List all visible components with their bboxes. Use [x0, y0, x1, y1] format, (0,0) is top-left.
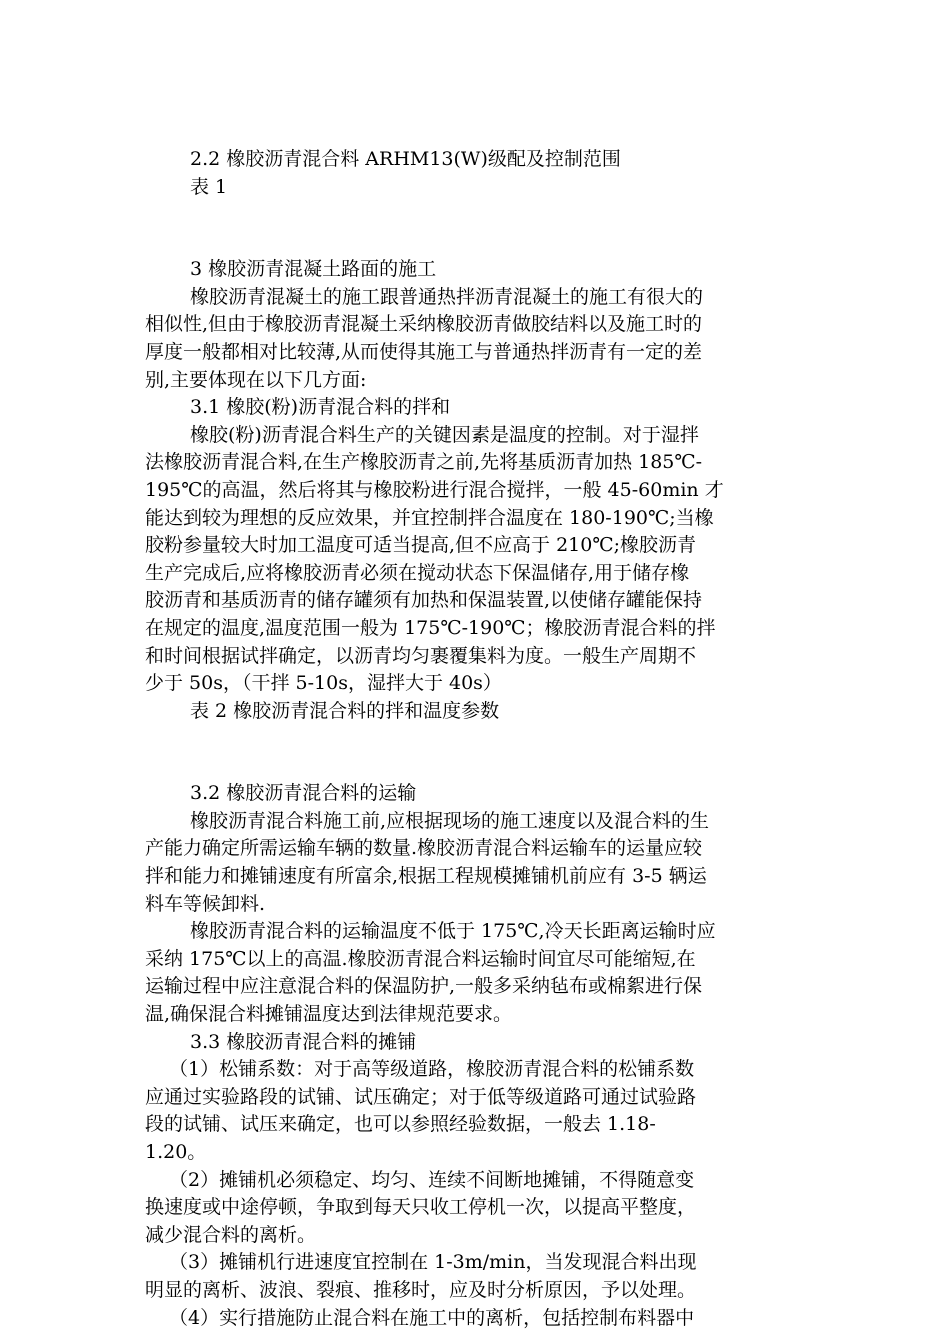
text-line: 产能力确定所需运输车辆的数量.橡胶沥青混合料运输车的运量应较 — [145, 837, 703, 860]
text-line: 胶沥青和基质沥青的储存罐须有加热和保温装置,以使储存罐能保持 — [145, 589, 703, 612]
text-line: 段的试铺、试压来确定，也可以参照经验数据，一般去 1.18- — [145, 1113, 656, 1136]
text-line: 1.20。 — [145, 1141, 207, 1163]
text-line: 在规定的温度,温度范围一般为 175℃-190℃；橡胶沥青混合料的拌 — [145, 616, 716, 639]
list-item-3 — [145, 1249, 809, 1304]
text-line: 法橡胶沥青混合料,在生产橡胶沥青之前,先将基质沥青加热 185℃- — [145, 451, 703, 474]
table-2-placeholder — [145, 725, 809, 780]
text-line: 橡胶沥青混合料的运输温度不低于 175℃,冷天长距离运输时应 — [190, 920, 716, 943]
text-line: 明显的离析、波浪、裂痕、推移时，应及时分析原因，予以处理。 — [145, 1278, 697, 1301]
text-line: （4）实行措施防止混合料在施工中的离析，包括控制布料器中 — [169, 1306, 695, 1329]
list-item-4 — [145, 1305, 809, 1333]
text-line: 应通过实验路段的试铺、试压确定；对于低等级道路可通过试验路 — [145, 1085, 697, 1108]
text-line: 橡胶沥青混合料施工前,应根据现场的施工速度以及混合料的生 — [190, 809, 710, 832]
paragraph-section-3-1 — [145, 422, 809, 698]
table-1-placeholder — [145, 201, 809, 256]
text-line: 换速度或中途停顿，争取到每天只收工停机一次，以提高平整度， — [145, 1196, 697, 1219]
section-heading-3-2: 3.2 橡胶沥青混合料的运输 — [190, 782, 417, 805]
paragraph-section-3 — [145, 284, 809, 394]
text-line: 温,确保混合料摊铺温度达到法律规范要求。 — [145, 1003, 513, 1026]
text-line: 橡胶沥青混凝土的施工跟普通热拌沥青混凝土的施工有很大的 — [190, 285, 704, 308]
text-line: 采纳 175℃以上的高温.橡胶沥青混合料运输时间宜尽可能缩短,在 — [145, 947, 696, 970]
section-heading-3-3: 3.3 橡胶沥青混合料的摊铺 — [190, 1030, 417, 1053]
text-line: （2）摊铺机必须稳定、均匀、连续不间断地摊铺，不得随意变 — [169, 1168, 695, 1191]
text-line: 别,主要体现在以下几方面: — [145, 368, 367, 391]
text-line: 相似性,但由于橡胶沥青混凝土采纳橡胶沥青做胶结料以及施工时的 — [145, 313, 703, 336]
text-line: （3）摊铺机行进速度宜控制在 1-3m/min，当发现混合料出现 — [169, 1251, 697, 1274]
text-line: 厚度一般都相对比较薄,从而使得其施工与普通热拌沥青有一定的差 — [145, 340, 703, 363]
document-page — [145, 146, 809, 1332]
text-line: 195℃的高温，然后将其与橡胶粉进行混合搅拌，一般 45-60min 才 — [145, 478, 724, 501]
text-line: 运输过程中应注意混合料的保温防护,一般多采纳毡布或棉絮进行保 — [145, 975, 703, 998]
table-1-caption: 表 1 — [190, 175, 228, 198]
text-line: 橡胶(粉)沥青混合料生产的关键因素是温度的控制。对于湿拌 — [190, 423, 699, 446]
paragraph-section-3-2-a — [145, 808, 809, 918]
text-line: 料车等候卸料. — [145, 892, 266, 915]
list-item-1 — [145, 1056, 809, 1166]
text-line: 减少混合料的离析。 — [145, 1223, 317, 1246]
list-item-2 — [145, 1167, 809, 1250]
table-2-caption: 表 2 橡胶沥青混合料的拌和温度参数 — [190, 699, 500, 722]
text-line: （1）松铺系数：对于高等级道路，橡胶沥青混合料的松铺系数 — [169, 1058, 695, 1081]
section-heading-2-2: 2.2 橡胶沥青混合料 ARHM13(W)级配及控制范围 — [190, 148, 621, 170]
text-line: 拌和能力和摊铺速度有所富余,根据工程规模摊铺机前应有 3-5 辆运 — [145, 865, 707, 888]
text-line: 生产完成后,应将橡胶沥青必须在搅动状态下保温储存,用于储存橡 — [145, 561, 690, 584]
text-line: 胶粉参量较大时加工温度可适当提高,但不应高于 210℃;橡胶沥青 — [145, 534, 697, 557]
paragraph-section-3-2-b — [145, 918, 809, 1028]
section-heading-3: 3 橡胶沥青混凝土路面的施工 — [190, 258, 437, 281]
text-line: 少于 50s，（干拌 5-10s，湿拌大于 40s） — [145, 672, 502, 695]
text-line: 和时间根据试拌确定，以沥青均匀裹覆集料为度。一般生产周期不 — [145, 644, 697, 667]
section-heading-3-1: 3.1 橡胶(粉)沥青混合料的拌和 — [190, 396, 451, 419]
text-line: 能达到较为理想的反应效果，并宜控制拌合温度在 180-190℃;当橡 — [145, 506, 714, 529]
